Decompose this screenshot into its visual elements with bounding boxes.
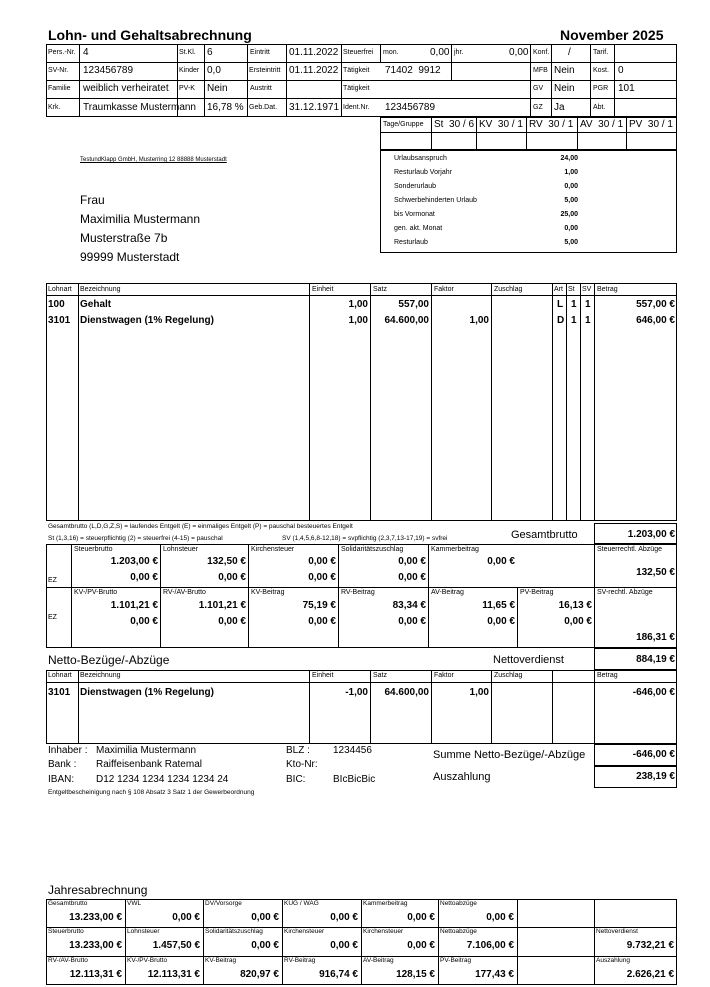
bank-name: Raiffeisenbank Ratemal: [96, 759, 202, 770]
kost: 0: [618, 65, 624, 76]
gebdat: 31.12.1971: [289, 102, 340, 113]
jahres-label: VWL: [127, 900, 142, 907]
gesamtbrutto-label: Gesamtbrutto: [511, 529, 578, 541]
nettoverdienst: 884,19 €: [636, 654, 675, 665]
bic-label: BIC:: [286, 774, 306, 785]
abt-label: Abt.: [593, 104, 606, 111]
tarif-label: Tarif.: [593, 49, 609, 56]
pv-beitrag-ez: 0,00 €: [564, 616, 592, 627]
netto-title: Netto-Bezüge/-Abzüge: [48, 653, 170, 667]
jahres-value: 0,00 €: [330, 940, 358, 951]
jahres-value: 0,00 €: [407, 940, 435, 951]
kvpv-brutto-ez: 0,00 €: [130, 616, 158, 627]
bezug-st: 1: [571, 299, 577, 310]
address-city: 99999 Musterstadt: [80, 250, 180, 264]
address-salutation: Frau: [80, 193, 105, 207]
jahres-label: RV-/AV-Brutto: [48, 957, 88, 964]
kv-beitrag-label: KV-Beitrag: [251, 589, 285, 596]
lohnsteuer: 132,50 €: [207, 556, 246, 567]
summe-netto-label: Summe Netto-Bezüge/-Abzüge: [433, 749, 586, 761]
jahres-value: 0,00 €: [172, 912, 200, 923]
taetigkeit-label: Tätigkeit: [343, 67, 370, 74]
bezug-satz: 557,00: [398, 299, 429, 310]
ersteintritt: 01.11.2022: [289, 65, 339, 76]
urlaub-label: Schwerbehinderten Urlaub: [394, 197, 477, 204]
blz-label: BLZ :: [286, 745, 310, 756]
col-faktor: Faktor: [434, 672, 454, 679]
blz: 1234456: [333, 745, 372, 756]
jahres-value: 13.233,00 €: [69, 912, 122, 923]
urlaub-label: bis Vormonat: [394, 211, 435, 218]
austritt-label: Austritt: [250, 85, 272, 92]
legend-steuer: St (1,3,16) = steuerpflichtig (2) = steuerfrei (4-15) = pauschal: [48, 535, 223, 542]
bezug-einheit: 1,00: [348, 315, 368, 326]
jahres-value: 0,00 €: [330, 912, 358, 923]
jahres-value: 12.113,31 €: [147, 969, 200, 980]
urlaub-label: Resturlaub: [394, 239, 428, 246]
iban: D12 1234 1234 1234 1234 24: [96, 774, 229, 785]
bezug-bezeichnung: Dienstwagen (1% Regelung): [80, 315, 214, 326]
urlaub-value: 0,00: [564, 183, 578, 190]
jahres-value: 12.113,31 €: [69, 969, 122, 980]
col-einheit: Einheit: [312, 286, 334, 293]
rv-beitrag-label: RV-Beitrag: [341, 589, 375, 596]
address-street: Musterstraße 7b: [80, 231, 168, 245]
urlaub-value: 1,00: [564, 169, 578, 176]
stkl-label: St.Kl.: [179, 49, 196, 56]
jahres-value: 9.732,21 €: [626, 940, 674, 951]
netto-faktor: 1,00: [469, 687, 489, 698]
bezug-lohnart: 100: [48, 299, 65, 310]
kv-beitrag-ez: 0,00 €: [308, 616, 336, 627]
familie: weiblich verheiratet: [83, 83, 169, 94]
jahres-label: KUG / WAG: [284, 900, 319, 907]
sv-abzuege-label: SV-rechtl. Abzüge: [597, 589, 653, 596]
address-name: Maximilia Mustermann: [80, 212, 201, 226]
rvav-brutto: 1.101,21 €: [198, 600, 246, 611]
steuerrechtl-abzuege-label: Steuerrechtl. Abzüge: [597, 546, 662, 553]
bic: BIcBicBic: [333, 774, 376, 785]
nettoverdienst-label: Nettoverdienst: [493, 654, 564, 666]
jahres-value: 7.106,00 €: [466, 940, 514, 951]
svnr: 123456789: [83, 65, 134, 76]
av-beitrag: 11,65 €: [482, 600, 515, 611]
jahres-label: Nettoverdienst: [596, 928, 638, 935]
eintritt-label: Eintritt: [250, 49, 270, 56]
jahres-label: Steuerbrutto: [48, 928, 84, 935]
col-bezeichnung: Bezeichnung: [80, 672, 121, 679]
col-bezeichnung: Bezeichnung: [80, 286, 121, 293]
gesamtbrutto-value: 1.203,00 €: [627, 529, 675, 540]
bezug-st: 1: [571, 315, 577, 326]
kammerbeitrag: 0,00 €: [487, 556, 515, 567]
urlaub-label: gen. akt. Monat: [394, 225, 443, 232]
col-einheit: Einheit: [312, 672, 334, 679]
jahres-label: Kirchensteuer: [284, 928, 325, 935]
footnote: Entgeltbescheinigung nach § 108 Absatz 3 Satz 1 der Gewerbeordnung: [48, 789, 255, 796]
gz: Ja: [554, 102, 565, 113]
jahres-label: KV-Beitrag: [205, 957, 237, 964]
jahres-label: Solidaritätszuschlag: [205, 928, 263, 935]
jahres-value: 916,74 €: [319, 969, 358, 980]
iban-label: IBAN:: [48, 774, 75, 785]
gebdat-label: Geb.Dat.: [249, 104, 278, 111]
legend-entgelt: Gesamtbrutto (L,D,G,Z,S) = laufendes Entgelt (E) = einmaliges Entgelt (P) = pauschal besteuertes Entgelt: [48, 523, 353, 530]
urlaub-value: 5,00: [564, 197, 578, 204]
krk-satz: 16,78 %: [207, 102, 244, 113]
jahres-label: Nettoabzüge: [440, 900, 477, 907]
jahres-label: RV-Beitrag: [284, 957, 316, 964]
jahres-value: 0,00 €: [486, 912, 514, 923]
sv-abzuege: 186,31 €: [636, 632, 675, 643]
urlaub-label: Urlaubsanspruch: [394, 155, 447, 162]
tage-av: AV 30 / 1: [580, 119, 624, 130]
ez-label: EZ: [48, 577, 57, 584]
kinder: 0,0: [207, 65, 221, 76]
jahres-value: 177,43 €: [475, 969, 514, 980]
stkl: 6: [207, 47, 213, 58]
jahres-value: 1.457,50 €: [152, 940, 200, 951]
sender-line: TestundKlapp GmbH, Musterring 12 88888 Musterstadt: [80, 157, 227, 163]
jahres-label: KV-/PV-Brutto: [127, 957, 168, 964]
jahres-label: AV-Beitrag: [363, 957, 394, 964]
jahres-label: PV-Beitrag: [440, 957, 472, 964]
taetigkeit2-label: Tätigkeit: [343, 85, 370, 92]
gv-label: GV: [533, 85, 544, 92]
soli-ez: 0,00 €: [398, 572, 426, 583]
gz-label: GZ: [533, 104, 543, 111]
netto-lohnart: 3101: [48, 687, 71, 698]
bezug-art: L: [557, 299, 564, 310]
jahres-label: Auszahlung: [596, 957, 630, 964]
inhaber-label: Inhaber :: [48, 745, 88, 756]
mon-label: mon.: [383, 49, 399, 56]
konf-label: Konf.: [533, 49, 550, 56]
jahres-value: 2.626,21 €: [626, 969, 674, 980]
col-art: Art: [554, 286, 563, 293]
col-lohnart: Lohnart: [48, 286, 72, 293]
bezug-sv: 1: [585, 315, 591, 326]
col-sv: SV: [582, 286, 592, 293]
pvk-label: PV-K: [179, 85, 195, 92]
konf: /: [568, 47, 571, 58]
auszahlung: 238,19 €: [636, 771, 675, 782]
bezug-einheit: 1,00: [348, 299, 368, 310]
kinder-label: Kinder: [179, 67, 200, 74]
auszahlung-label: Auszahlung: [433, 771, 491, 783]
jahres-title: Jahresabrechnung: [48, 883, 148, 897]
jahres-label: DV/Vorsorge: [205, 900, 242, 907]
document-title: Lohn- und Gehaltsabrechnung: [48, 27, 252, 43]
bezug-satz: 64.600,00: [384, 315, 429, 326]
jahres-value: 820,97 €: [240, 969, 279, 980]
tage-kv: KV 30 / 1: [479, 119, 523, 130]
col-lohnart: Lohnart: [48, 672, 72, 679]
col-satz: Satz: [373, 672, 388, 679]
tage-label: Tage/Gruppe: [383, 121, 424, 128]
bezug-bezeichnung: Gehalt: [80, 299, 112, 310]
lohnsteuer-ez: 0,00 €: [218, 572, 246, 583]
jhr-label: jhr.: [454, 49, 464, 56]
netto-einheit: -1,00: [345, 687, 368, 698]
pvk: Nein: [207, 83, 228, 94]
kvpv-brutto: 1.101,21 €: [110, 600, 158, 611]
bezug-art: D: [557, 315, 565, 326]
ez-label: EZ: [48, 614, 57, 621]
col-zuschlag: Zuschlag: [494, 286, 523, 293]
svnr-label: SV-Nr.: [48, 67, 69, 74]
pgr: 101: [618, 83, 635, 94]
tage-rv: RV 30 / 1: [529, 119, 574, 130]
summe-netto: -646,00 €: [632, 749, 675, 760]
col-betrag: Betrag: [597, 672, 618, 679]
urlaub-value: 25,00: [560, 211, 578, 218]
jahres-value: 0,00 €: [251, 940, 279, 951]
tage-st: St 30 / 6: [434, 119, 475, 130]
kv-beitrag: 75,19 €: [302, 600, 336, 611]
jahres-label: Kammerbeitrag: [363, 900, 408, 907]
av-beitrag-label: AV-Beitrag: [431, 589, 464, 596]
jahres-label: Kirchensteuer: [363, 928, 404, 935]
krk-label: Krk.: [48, 104, 61, 111]
steuerbrutto: 1.203,00 €: [110, 556, 158, 567]
kto-label: Kto-Nr:: [286, 759, 318, 770]
lohnsteuer-label: Lohnsteuer: [163, 546, 199, 553]
netto-bezeichnung: Dienstwagen (1% Regelung): [80, 687, 214, 698]
jhr: 0,00: [509, 47, 529, 58]
ersteintritt-label: Ersteintritt: [249, 67, 281, 74]
tage-pv: PV 30 / 1: [629, 119, 673, 130]
kirchensteuer-ez: 0,00 €: [308, 572, 336, 583]
rvav-brutto-label: RV-/AV-Brutto: [163, 589, 206, 596]
urlaub-label: Sonderurlaub: [394, 183, 437, 190]
taetigkeit: 71402 9912: [385, 65, 441, 76]
steuerrechtl-abzuege: 132,50 €: [636, 567, 675, 578]
bezug-sv: 1: [585, 299, 591, 310]
jahres-value: 13.233,00 €: [69, 940, 122, 951]
col-betrag: Betrag: [597, 286, 618, 293]
kirchensteuer-label: Kirchensteuer: [251, 546, 295, 553]
inhaber: Maximilia Mustermann: [96, 745, 197, 756]
kost-label: Kost.: [593, 67, 609, 74]
bezug-betrag: 646,00 €: [636, 315, 675, 326]
steuerbrutto-ez: 0,00 €: [130, 572, 158, 583]
bezug-lohnart: 3101: [48, 315, 71, 326]
urlaub-value: 24,00: [560, 155, 578, 162]
jahres-value: 0,00 €: [251, 912, 279, 923]
gv: Nein: [554, 83, 575, 94]
bank-label: Bank :: [48, 759, 77, 770]
urlaub-value: 5,00: [564, 239, 578, 246]
urlaub-label: Resturlaub Vorjahr: [394, 169, 452, 176]
col-zuschlag: Zuschlag: [494, 672, 523, 679]
legend-sv: SV (1,4,5,6,8-12,18) = svpflichtig (2,3,7,13-17,19) = svfrei: [282, 535, 448, 542]
col-faktor: Faktor: [434, 286, 454, 293]
soli: 0,00 €: [398, 556, 426, 567]
kvpv-brutto-label: KV-/PV-Brutto: [74, 589, 118, 596]
mfb-label: MFB: [533, 67, 548, 74]
mfb: Nein: [554, 65, 575, 76]
av-beitrag-ez: 0,00 €: [487, 616, 515, 627]
steuerfrei-label: Steuerfrei: [343, 49, 374, 56]
netto-satz: 64.600,00: [384, 687, 429, 698]
rv-beitrag-ez: 0,00 €: [398, 616, 426, 627]
mon: 0,00: [430, 47, 450, 58]
jahres-label: Lohnsteuer: [127, 928, 160, 935]
kirchensteuer: 0,00 €: [308, 556, 336, 567]
rvav-brutto-ez: 0,00 €: [218, 616, 246, 627]
familie-label: Familie: [48, 85, 71, 92]
identnr-label: Ident.Nr.: [343, 104, 370, 111]
urlaub-value: 0,00: [564, 225, 578, 232]
period: November 2025: [560, 27, 664, 43]
identnr: 123456789: [385, 102, 436, 113]
krankenkasse: Traumkasse Mustermann: [83, 102, 196, 113]
col-st: St: [568, 286, 575, 293]
jahres-label: Nettoabzüge: [440, 928, 477, 935]
pv-beitrag-label: PV-Beitrag: [520, 589, 554, 596]
rv-beitrag: 83,34 €: [392, 600, 426, 611]
jahres-label: Gesamtbrutto: [48, 900, 88, 907]
pgr-label: PGR: [593, 85, 609, 92]
col-satz: Satz: [373, 286, 388, 293]
persnr-label: Pers.-Nr.: [48, 49, 76, 56]
jahres-value: 0,00 €: [407, 912, 435, 923]
netto-betrag: -646,00 €: [632, 687, 675, 698]
steuerbrutto-label: Steuerbrutto: [74, 546, 113, 553]
kammerbeitrag-label: Kammerbeitrag: [431, 546, 479, 553]
persnr: 4: [83, 47, 89, 58]
pv-beitrag: 16,13 €: [558, 600, 592, 611]
bezug-faktor: 1,00: [469, 315, 489, 326]
soli-label: Solidaritätszuschlag: [341, 546, 404, 553]
bezug-betrag: 557,00 €: [636, 299, 675, 310]
eintritt: 01.11.2022: [289, 47, 339, 58]
jahres-value: 128,15 €: [396, 969, 435, 980]
